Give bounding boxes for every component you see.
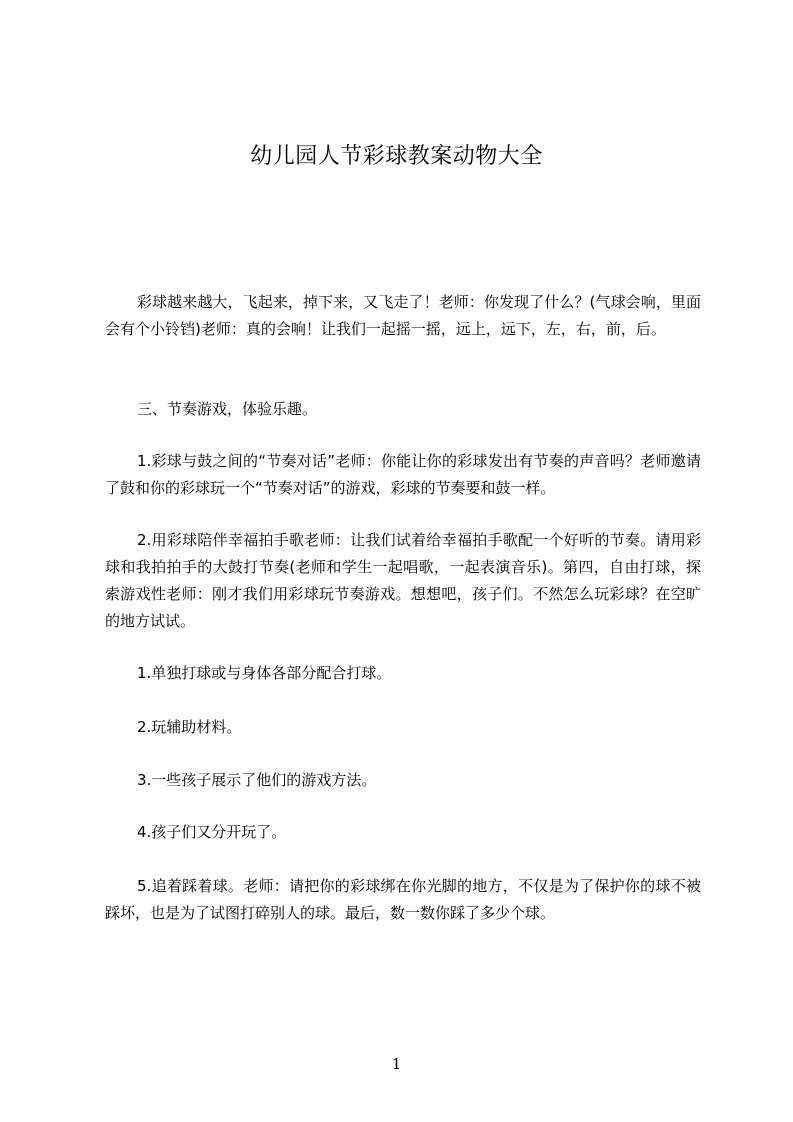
paragraph-section-three: 三、节奏游戏，体验乐趣。 (137, 400, 318, 418)
page-number: 1 (391, 1055, 402, 1073)
paragraph-list-4: 4.孩子们又分开玩了。 (137, 823, 287, 841)
paragraph-list-3: 3.一些孩子展示了他们的游戏方法。 (137, 771, 377, 789)
paragraph-list-1: 1.单独打球或与身体各部分配合打球。 (137, 664, 392, 682)
paragraph-intro: 彩球越来越大，飞起来，掉下来，又飞走了！老师：你发现了什么？(气球会响，里面会有个小铃铛)老师：真的会响！让我们一起摇一摇，远上，远下，左，右，前，后。 (105, 293, 701, 338)
paragraph-list-2: 2.玩辅助材料。 (137, 718, 242, 736)
paragraph-item-2-happy-song: 2.用彩球陪伴幸福拍手歌老师：让我们试着给幸福拍手歌配一个好听的节奏。请用彩球和我拍拍手的大鼓打节奏(老师和学生一起唱歌，一起表演音乐)。第四，自由打球，探索游戏性老师：刚才我们用彩球玩节奏游戏。想想吧，孩子们。不然怎么玩彩球？在空旷的地方试试。 (105, 531, 701, 630)
document-title: 幼儿园人节彩球教案动物大全 (250, 144, 543, 169)
paragraph-item-1-rhythm-dialogue: 1.彩球与鼓之间的“节奏对话”老师：你能让你的彩球发出有节奏的声音吗？老师邀请了鼓和你的彩球玩一个“节奏对话”的游戏，彩球的节奏要和鼓一样。 (105, 452, 701, 497)
paragraph-list-5: 5.追着踩着球。老师：请把你的彩球绑在你光脚的地方，不仅是为了保护你的球不被踩坏，也是为了试图打碎别人的球。最后，数一数你踩了多少个球。 (105, 877, 701, 922)
